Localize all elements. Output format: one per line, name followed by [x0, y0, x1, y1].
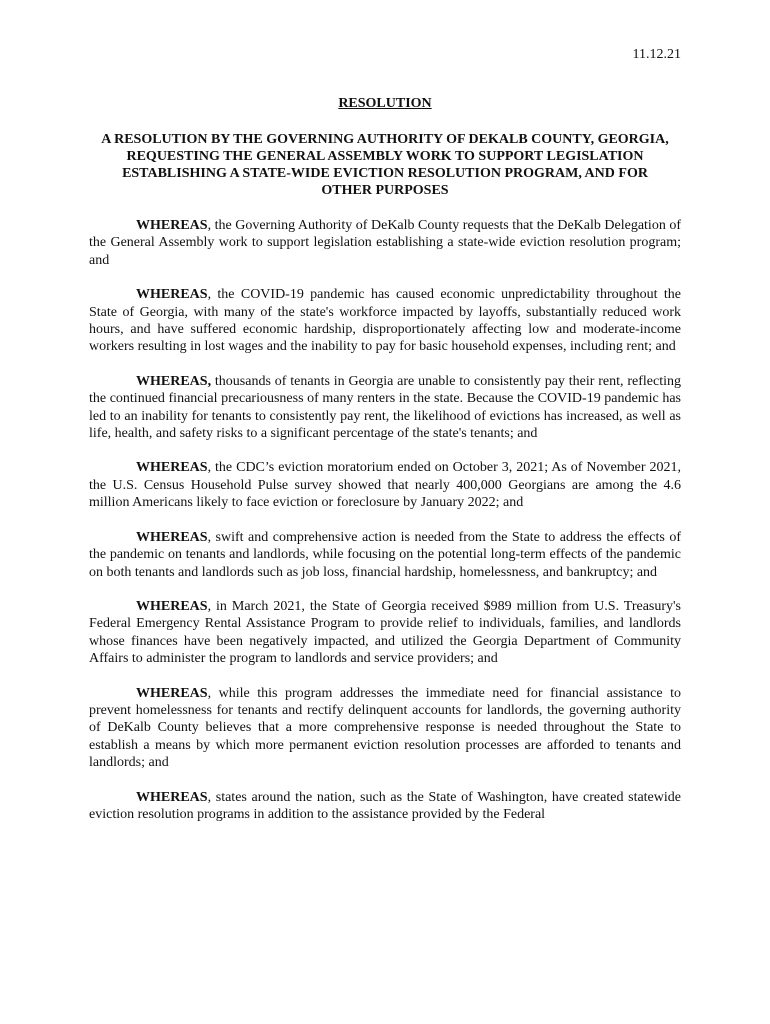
whereas-lead: WHEREAS: [136, 218, 208, 233]
paragraph-text: , the COVID-19 pandemic has caused economic unpredictability throughout the State of Georgia, with many of the state's workforce impacted by layoffs, substantially reduced work hours, and have suffered economic hardship, disproportionately affecting low and moderate-income workers resulting in lost wages and the inability to pay for basic household expenses, including rent; and: [89, 287, 681, 355]
whereas-lead: WHEREAS: [136, 789, 208, 805]
paragraph-text: , the CDC’s eviction moratorium ended on October 3, 2021; As of November 2021, the U.S. Census Household Pulse survey showed that nearly 400,000 Georgians are among the 4.6 million Americans likely to face eviction or foreclosure by January 2022; and: [89, 460, 681, 511]
whereas-paragraph: [89, 286, 681, 356]
whereas-lead: WHEREAS: [136, 529, 208, 545]
paragraph-text: , the Governing Authority of DeKalb County requests that the DeKalb Delegation of the General Assembly work to support legislation establishing a state-wide eviction resolution program; and: [89, 218, 681, 268]
whereas-paragraph: [89, 685, 681, 772]
whereas-lead: WHEREAS: [136, 287, 208, 303]
resolution-heading: RESOLUTION: [338, 96, 432, 111]
document-page: [89, 46, 681, 840]
whereas-paragraph: [89, 789, 681, 824]
paragraph-text: , states around the nation, such as the State of Washington, have created statewide eviction resolution programs in addition to the assistance provided by the Federal: [89, 789, 681, 822]
whereas-paragraph: [89, 459, 681, 511]
whereas-lead: WHEREAS,: [136, 373, 212, 389]
paragraph-text: thousands of tenants in Georgia are unable to consistently pay their rent, reflecting the continued financial precariousness of many renters in the state. Because the COVID-19 pandemic has led to an inability for tenants to consistently pay rent, the likelihood of evictions has increased, as well as life, health, and safety risks to a significant percentage of the state's tenants; and: [89, 373, 681, 442]
whereas-paragraph: [89, 217, 681, 269]
whereas-paragraph: [89, 373, 681, 443]
paragraph-text: , in March 2021, the State of Georgia received $989 million from U.S. Treasury's Federal Emergency Rental Assistance Program to provide relief to individuals, families, and landlords whose finances have been negatively impacted, and utilized the Georgia Department of Community Affairs to administer the program to landlords and service providers; and: [89, 598, 681, 667]
whereas-lead: WHEREAS: [136, 460, 208, 476]
resolution-title: A RESOLUTION BY THE GOVERNING AUTHORITY OF DEKALB COUNTY, GEORGIA, REQUESTING THE GENERAL ASSEMBLY WORK TO SUPPORT LEGISLATION ESTABLISHING A STATE-WIDE EVICTION RESOLUTION PROGRAM, AND FOR OTHER PURPOSES: [101, 132, 669, 198]
whereas-paragraph: [89, 529, 681, 581]
paragraph-text: , swift and comprehensive action is needed from the State to address the effects of the pandemic on tenants and landlords, while focusing on the potential long-term effects of the pandemic on both tenants and landlords such as job loss, financial hardship, homelessness, and bankruptcy; and: [89, 529, 681, 580]
paragraph-text: , while this program addresses the immediate need for financial assistance to prevent homelessness for tenants and rectify delinquent accounts for landlords, the governing authority of DeKalb County believes that a more comprehensive response is needed throughout the State to establish a means by which more permanent eviction resolution processes are afforded to tenants and landlords; and: [89, 685, 681, 771]
whereas-lead: WHEREAS: [136, 685, 208, 701]
document-date: 11.12.21: [632, 47, 681, 62]
whereas-lead: WHEREAS: [136, 598, 208, 614]
whereas-paragraph: [89, 598, 681, 668]
